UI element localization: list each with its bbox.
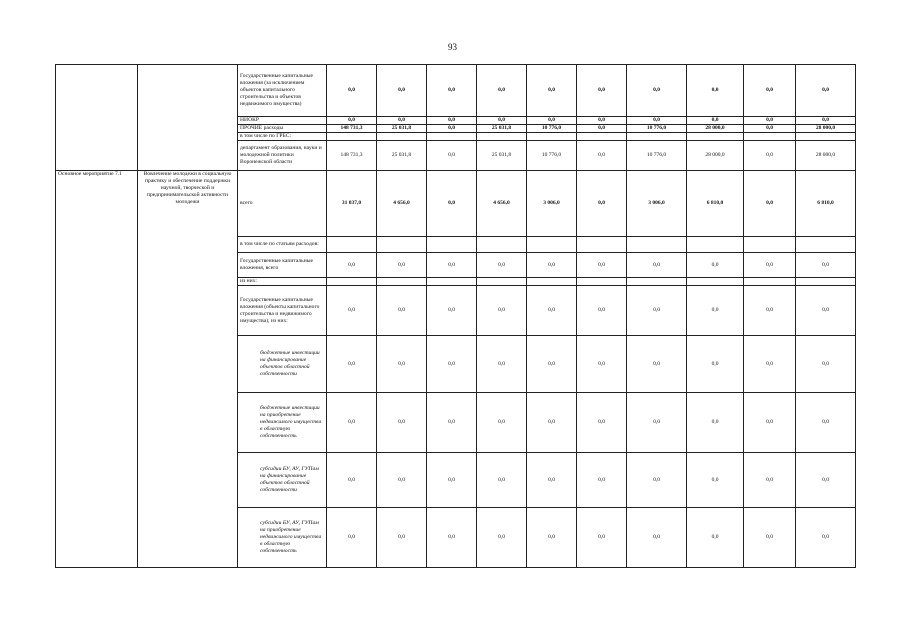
value-cell: 0,0 xyxy=(687,453,744,508)
main-activity-title: Вовлечение молодежи в социальную практику и обеспечение поддержки научной, творческой и предпринимательской активности молодежи xyxy=(138,171,238,568)
value-cell: 28 000,0 xyxy=(687,141,744,171)
budget-table xyxy=(55,64,856,568)
value-cell xyxy=(577,133,627,141)
value-cell: 0,0 xyxy=(796,253,856,278)
value-cell: 0,0 xyxy=(527,393,577,453)
value-cell: 0,0 xyxy=(687,65,744,117)
value-cell: 0,0 xyxy=(427,286,477,336)
value-cell: 4 656,0 xyxy=(477,171,527,237)
value-cell: 0,0 xyxy=(377,286,427,336)
value-cell: 0,0 xyxy=(427,125,477,133)
value-cell: 0,0 xyxy=(327,453,377,508)
value-cell: 0,0 xyxy=(744,393,796,453)
value-cell: 3 006,0 xyxy=(627,171,687,237)
value-cell xyxy=(527,237,577,253)
value-cell: 0,0 xyxy=(327,508,377,568)
value-cell: 0,0 xyxy=(577,508,627,568)
value-cell xyxy=(427,237,477,253)
value-cell xyxy=(377,278,427,286)
value-cell xyxy=(477,237,527,253)
value-cell xyxy=(687,278,744,286)
value-cell: 0,0 xyxy=(427,336,477,393)
value-cell: 0,0 xyxy=(427,117,477,125)
table-row xyxy=(56,65,856,117)
value-cell: 25 031,8 xyxy=(477,125,527,133)
value-cell: 0,0 xyxy=(627,286,687,336)
value-cell: 0,0 xyxy=(377,117,427,125)
value-cell: 0,0 xyxy=(796,393,856,453)
value-cell: 0,0 xyxy=(744,141,796,171)
value-cell: 4 656,0 xyxy=(377,171,427,237)
value-cell: 0,0 xyxy=(327,253,377,278)
value-cell xyxy=(477,133,527,141)
value-cell: 25 031,8 xyxy=(477,141,527,171)
value-cell: 0,0 xyxy=(377,65,427,117)
value-cell: 28 000,0 xyxy=(796,141,856,171)
value-cell: 0,0 xyxy=(527,508,577,568)
value-cell: 0,0 xyxy=(427,393,477,453)
value-cell: 10 776,0 xyxy=(527,125,577,133)
value-cell: 0,0 xyxy=(577,336,627,393)
value-cell: 10 776,0 xyxy=(627,141,687,171)
table-body xyxy=(56,65,856,568)
value-cell xyxy=(687,237,744,253)
value-cell: 0,0 xyxy=(744,453,796,508)
value-cell: 0,0 xyxy=(527,65,577,117)
value-cell: 0,0 xyxy=(627,508,687,568)
value-cell xyxy=(427,278,477,286)
value-cell: 0,0 xyxy=(477,336,527,393)
row-label: НИОКР xyxy=(238,117,327,125)
value-cell: 0,0 xyxy=(796,286,856,336)
row-label: из них: xyxy=(238,278,327,286)
value-cell: 0,0 xyxy=(577,171,627,237)
value-cell: 0,0 xyxy=(427,508,477,568)
value-cell: 0,0 xyxy=(427,65,477,117)
value-cell: 3 006,0 xyxy=(527,171,577,237)
value-cell: 0,0 xyxy=(627,65,687,117)
value-cell: 0,0 xyxy=(577,453,627,508)
value-cell: 0,0 xyxy=(327,286,377,336)
value-cell: 28 000,0 xyxy=(796,125,856,133)
value-cell: 0,0 xyxy=(796,453,856,508)
main-activity-label: Основное мероприятие 7.1 xyxy=(56,171,138,568)
value-cell: 0,0 xyxy=(687,117,744,125)
value-cell: 0,0 xyxy=(627,253,687,278)
value-cell: 0,0 xyxy=(577,253,627,278)
value-cell xyxy=(744,237,796,253)
value-cell: 0,0 xyxy=(627,336,687,393)
row-label: бюджетные инвестиции на приобретение недвижимого имущества в областную собственность xyxy=(238,393,327,453)
value-cell: 0,0 xyxy=(377,253,427,278)
value-cell xyxy=(527,278,577,286)
value-cell xyxy=(627,133,687,141)
value-cell: 0,0 xyxy=(327,393,377,453)
value-cell xyxy=(796,278,856,286)
value-cell: 0,0 xyxy=(327,65,377,117)
value-cell xyxy=(627,278,687,286)
value-cell: 0,0 xyxy=(427,453,477,508)
value-cell: 0,0 xyxy=(477,117,527,125)
value-cell xyxy=(327,133,377,141)
value-cell: 0,0 xyxy=(744,171,796,237)
value-cell: 6 810,0 xyxy=(687,171,744,237)
value-cell: 0,0 xyxy=(377,393,427,453)
value-cell: 0,0 xyxy=(577,125,627,133)
value-cell: 0,0 xyxy=(744,125,796,133)
col2-cell xyxy=(138,65,238,171)
value-cell xyxy=(527,133,577,141)
value-cell: 0,0 xyxy=(796,65,856,117)
row-label: субсидии БУ, АУ, ГУПам на приобретение недвижимого имущества в областную собственность xyxy=(238,508,327,568)
value-cell: 0,0 xyxy=(687,286,744,336)
value-cell: 0,0 xyxy=(744,508,796,568)
value-cell: 0,0 xyxy=(527,253,577,278)
value-cell: 0,0 xyxy=(687,336,744,393)
value-cell: 0,0 xyxy=(327,117,377,125)
row-label: департамент образования, науки и молодежной политики Воронежской области xyxy=(238,141,327,171)
value-cell: 0,0 xyxy=(687,253,744,278)
value-cell: 0,0 xyxy=(527,336,577,393)
value-cell: 0,0 xyxy=(577,141,627,171)
value-cell: 0,0 xyxy=(744,286,796,336)
value-cell xyxy=(427,133,477,141)
row-label: Государственные капитальные вложения (за исключением объектов капитального строительства и объектов недвижимого имущества) xyxy=(238,65,327,117)
value-cell: 0,0 xyxy=(687,393,744,453)
value-cell: 0,0 xyxy=(627,393,687,453)
value-cell: 0,0 xyxy=(327,336,377,393)
value-cell: 0,0 xyxy=(427,171,477,237)
value-cell xyxy=(327,237,377,253)
value-cell: 10 776,0 xyxy=(527,141,577,171)
value-cell: 0,0 xyxy=(477,65,527,117)
value-cell: 0,0 xyxy=(796,117,856,125)
row-label: Государственные капитальные вложения (объекты капитального строительства и недвижимого имущества), из них: xyxy=(238,286,327,336)
value-cell: 0,0 xyxy=(744,65,796,117)
value-cell: 0,0 xyxy=(796,336,856,393)
value-cell: 0,0 xyxy=(377,508,427,568)
value-cell xyxy=(577,278,627,286)
row-label: бюджетные инвестиции на финансирование объектов областной собственности xyxy=(238,336,327,393)
value-cell: 0,0 xyxy=(527,453,577,508)
value-cell xyxy=(796,133,856,141)
value-cell xyxy=(377,133,427,141)
value-cell: 0,0 xyxy=(477,253,527,278)
row-label: Государственные капитальные вложения, всего xyxy=(238,253,327,278)
value-cell: 0,0 xyxy=(577,393,627,453)
table-row xyxy=(56,171,856,237)
value-cell: 0,0 xyxy=(527,117,577,125)
value-cell xyxy=(477,278,527,286)
row-label: в том числе по статьям расходов: xyxy=(238,237,327,253)
page-number: 93 xyxy=(448,42,457,52)
value-cell xyxy=(687,133,744,141)
value-cell: 0,0 xyxy=(744,336,796,393)
value-cell: 0,0 xyxy=(577,65,627,117)
value-cell xyxy=(744,133,796,141)
value-cell xyxy=(744,278,796,286)
row-label: субсидии БУ, АУ, ГУПам на финансирование объектов областной собственности xyxy=(238,453,327,508)
value-cell xyxy=(377,237,427,253)
value-cell: 148 731,3 xyxy=(327,125,377,133)
value-cell xyxy=(796,237,856,253)
value-cell: 0,0 xyxy=(796,508,856,568)
value-cell: 0,0 xyxy=(477,393,527,453)
row-label: в том числе по ГРБС: xyxy=(238,133,327,141)
value-cell: 148 731,3 xyxy=(327,141,377,171)
value-cell: 0,0 xyxy=(427,141,477,171)
value-cell: 0,0 xyxy=(687,508,744,568)
col1-cell xyxy=(56,65,138,171)
value-cell: 0,0 xyxy=(527,286,577,336)
row-label: всего xyxy=(238,171,327,237)
value-cell: 0,0 xyxy=(377,336,427,393)
value-cell: 28 000,0 xyxy=(687,125,744,133)
value-cell xyxy=(627,237,687,253)
value-cell: 0,0 xyxy=(627,453,687,508)
value-cell: 0,0 xyxy=(577,286,627,336)
value-cell: 0,0 xyxy=(477,286,527,336)
value-cell: 0,0 xyxy=(427,253,477,278)
value-cell: 0,0 xyxy=(377,453,427,508)
value-cell: 10 776,0 xyxy=(627,125,687,133)
value-cell: 25 031,8 xyxy=(377,141,427,171)
row-label: ПРОЧИЕ расходы xyxy=(238,125,327,133)
value-cell: 6 810,0 xyxy=(796,171,856,237)
value-cell: 0,0 xyxy=(477,508,527,568)
value-cell: 25 031,8 xyxy=(377,125,427,133)
value-cell: 31 037,0 xyxy=(327,171,377,237)
value-cell: 0,0 xyxy=(627,117,687,125)
value-cell: 0,0 xyxy=(744,253,796,278)
value-cell: 0,0 xyxy=(577,117,627,125)
value-cell xyxy=(577,237,627,253)
value-cell xyxy=(327,278,377,286)
value-cell: 0,0 xyxy=(744,117,796,125)
value-cell: 0,0 xyxy=(477,453,527,508)
